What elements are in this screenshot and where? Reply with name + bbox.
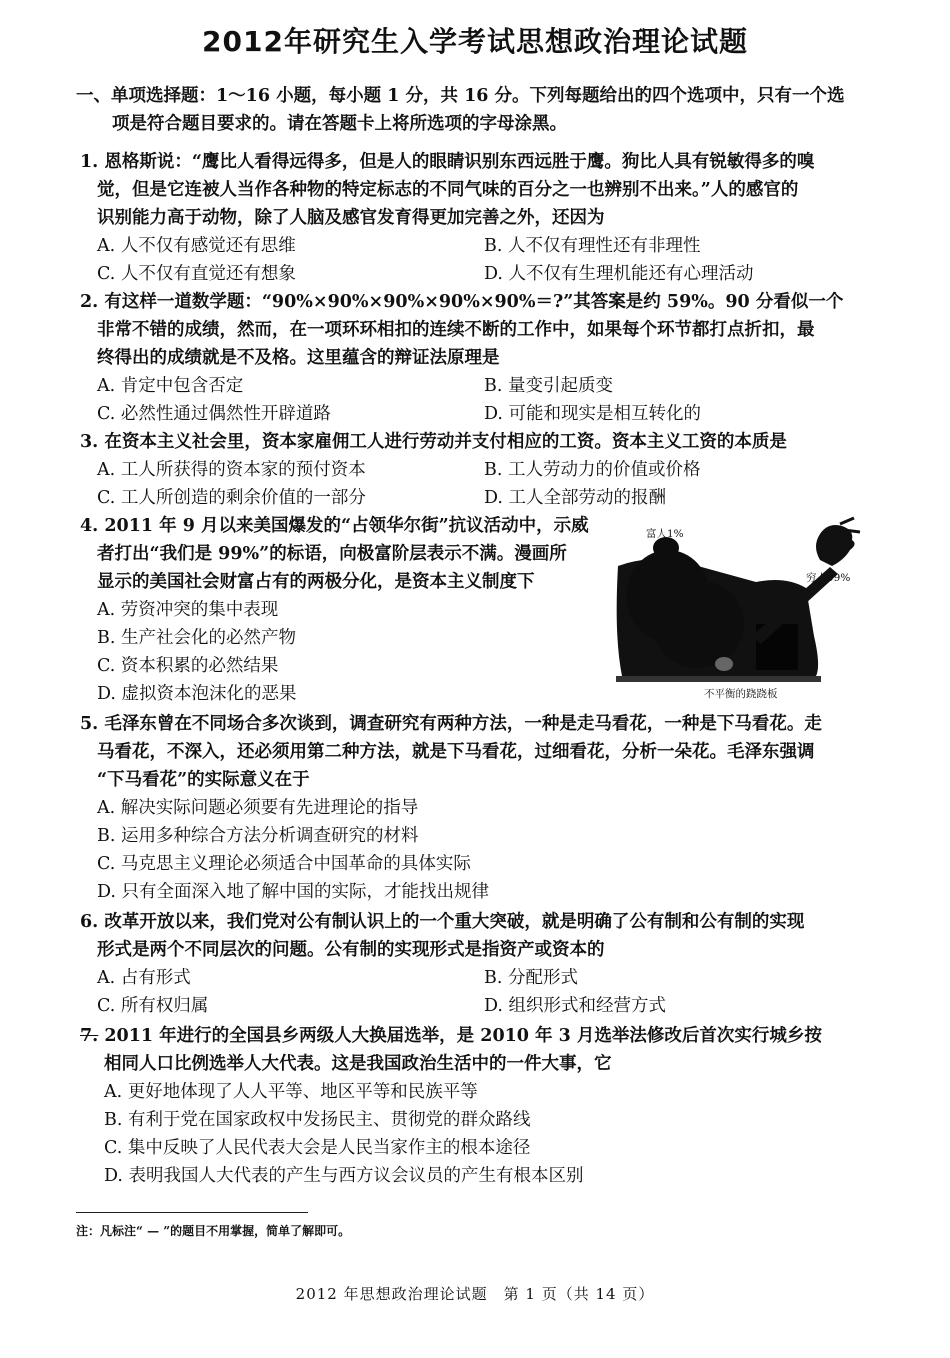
- question-4-option-c: C. 资本积累的必然结果: [97, 656, 279, 676]
- question-7-option-a: A. 更好地体现了人人平等、地区平等和民族平等: [104, 1082, 478, 1102]
- question-5-stem-line2: 马看花，不深入，还必须用第二种方法，就是下马看花，过细看花，分析一朵花。毛泽东强调: [97, 742, 815, 762]
- question-3-option-d: D. 工人全部劳动的报酬: [484, 488, 667, 508]
- question-4-option-b: B. 生产社会化的必然产物: [97, 628, 296, 648]
- cartoon-rich-label: 富人1%: [646, 528, 684, 540]
- footnote: 注：凡标注“ — ”的题目不用掌握，简单了解即可。: [76, 1224, 351, 1238]
- question-1-option-a: A. 人不仅有感觉还有思维: [97, 236, 296, 256]
- question-4-stem-line3: 显示的美国社会财富占有的两极分化，是资本主义制度下: [97, 572, 535, 592]
- question-6-stem-line1: 6. 改革开放以来，我们党对公有制认识上的一个重大突破，就是明确了公有制和公有制的实现: [80, 912, 805, 932]
- question-6-stem-line2: 形式是两个不同层次的问题。公有制的实现形式是指资产或资本的: [97, 940, 605, 960]
- seesaw-illustration: [606, 516, 868, 702]
- question-7-option-d: D. 表明我国人大代表的产生与西方议会议员的产生有根本区别: [104, 1166, 584, 1186]
- question-1-stem-line2: 觉，但是它连被人当作各种物的特定标志的不同气味的百分之一也辨别不出来。”人的感官的: [97, 180, 799, 200]
- page-footer: 2012 年思想政治理论试题 第 1 页（共 14 页）: [295, 1285, 655, 1303]
- cartoon-caption: 不平衡的跷跷板: [704, 688, 778, 700]
- question-5-option-d: D. 只有全面深入地了解中国的实际，才能找出规律: [97, 882, 490, 902]
- question-4-stem-line1: 4. 2011 年 9 月以来美国爆发的“占领华尔街”抗议活动中，示威: [80, 516, 589, 536]
- page-title: 2012年研究生入学考试思想政治理论试题: [202, 25, 748, 58]
- question-7-stem-text: 2011 年进行的全国县乡两级人大换届选举，是 2010 年 3 月选举法修改后首次实行城乡按: [98, 1026, 822, 1046]
- question-2-option-c: C. 必然性通过偶然性开辟道路: [97, 404, 331, 424]
- question-3-option-a: A. 工人所获得的资本家的预付资本: [97, 460, 366, 480]
- seesaw-cartoon: [606, 516, 868, 702]
- question-6-option-a: A. 占有形式: [97, 968, 191, 988]
- question-6-option-b: B. 分配形式: [484, 968, 578, 988]
- question-2-stem-line3: 终得出的成绩就是不及格。这里蕴含的辩证法原理是: [97, 348, 500, 368]
- question-2-option-d: D. 可能和现实是相互转化的: [484, 404, 702, 424]
- question-1-option-d: D. 人不仅有生理机能还有心理活动: [484, 264, 754, 284]
- question-7-stem-line2: 相同人口比例选举人大代表。这是我国政治生活中的一件大事，它: [104, 1054, 612, 1074]
- question-6-option-c: C. 所有权归属: [97, 996, 209, 1016]
- question-5-option-b: B. 运用多种综合方法分析调查研究的材料: [97, 826, 419, 846]
- question-7-option-c: C. 集中反映了人民代表大会是人民当家作主的根本途径: [104, 1138, 531, 1158]
- question-5-stem-line1: 5. 毛泽东曾在不同场合多次谈到，调查研究有两种方法，一种是走马看花，一种是下马看花。走: [80, 714, 822, 734]
- question-7-option-b: B. 有利于党在国家政权中发扬民主、贯彻党的群众路线: [104, 1110, 531, 1130]
- question-2-stem-line2: 非常不错的成绩，然而，在一项环环相扣的连续不断的工作中，如果每个环节都打点折扣，最: [97, 320, 815, 340]
- section-instructions-line2: 项是符合题目要求的。请在答题卡上将所选项的字母涂黑。: [112, 114, 567, 134]
- question-3-stem-line1: 3. 在资本主义社会里，资本家雇佣工人进行劳动并支付相应的工资。资本主义工资的本质是: [80, 432, 787, 452]
- question-2-option-a: A. 肯定中包含否定: [97, 376, 244, 396]
- cartoon-poor-label: 穷人99%: [806, 572, 851, 584]
- question-1-stem-line1: 1. 恩格斯说：“鹰比人看得远得多，但是人的眼睛识别东西远胜于鹰。狗比人具有锐敏得多的嗅: [80, 152, 815, 172]
- question-4-option-d: D. 虚拟资本泡沫化的恶果: [97, 684, 297, 704]
- section-instructions-line1: 一、单项选择题：1～16 小题，每小题 1 分，共 16 分。下列每题给出的四个选项中，只有一个选: [76, 86, 845, 106]
- question-3-option-b: B. 工人劳动力的价值或价格: [484, 460, 701, 480]
- question-2-option-b: B. 量变引起质变: [484, 376, 613, 396]
- question-1-stem-line3: 识别能力高于动物，除了人脑及感官发育得更加完善之外，还因为: [97, 208, 605, 228]
- question-6-option-d: D. 组织形式和经营方式: [484, 996, 667, 1016]
- question-5-stem-line3: “下马看花”的实际意义在于: [97, 770, 310, 790]
- question-5-option-c: C. 马克思主义理论必须适合中国革命的具体实际: [97, 854, 471, 874]
- question-3-option-c: C. 工人所创造的剩余价值的一部分: [97, 488, 366, 508]
- question-2-stem-line1: 2. 有这样一道数学题：“90%×90%×90%×90%×90%＝?”其答案是约 59%。90 分看似一个: [80, 292, 844, 312]
- question-1-option-c: C. 人不仅有直觉还有想象: [97, 264, 296, 284]
- question-5-option-a: A. 解决实际问题必须要有先进理论的指导: [97, 798, 419, 818]
- question-1-option-b: B. 人不仅有理性还有非理性: [484, 236, 701, 256]
- question-7-number: 7.: [80, 1026, 99, 1046]
- question-7-stem-line1: [80, 1022, 822, 1050]
- question-4-stem-line2: 者打出“我们是 99%”的标语，向极富阶层表示不满。漫画所: [97, 544, 567, 564]
- question-4-option-a: A. 劳资冲突的集中表现: [97, 600, 279, 620]
- footnote-divider: [76, 1212, 308, 1213]
